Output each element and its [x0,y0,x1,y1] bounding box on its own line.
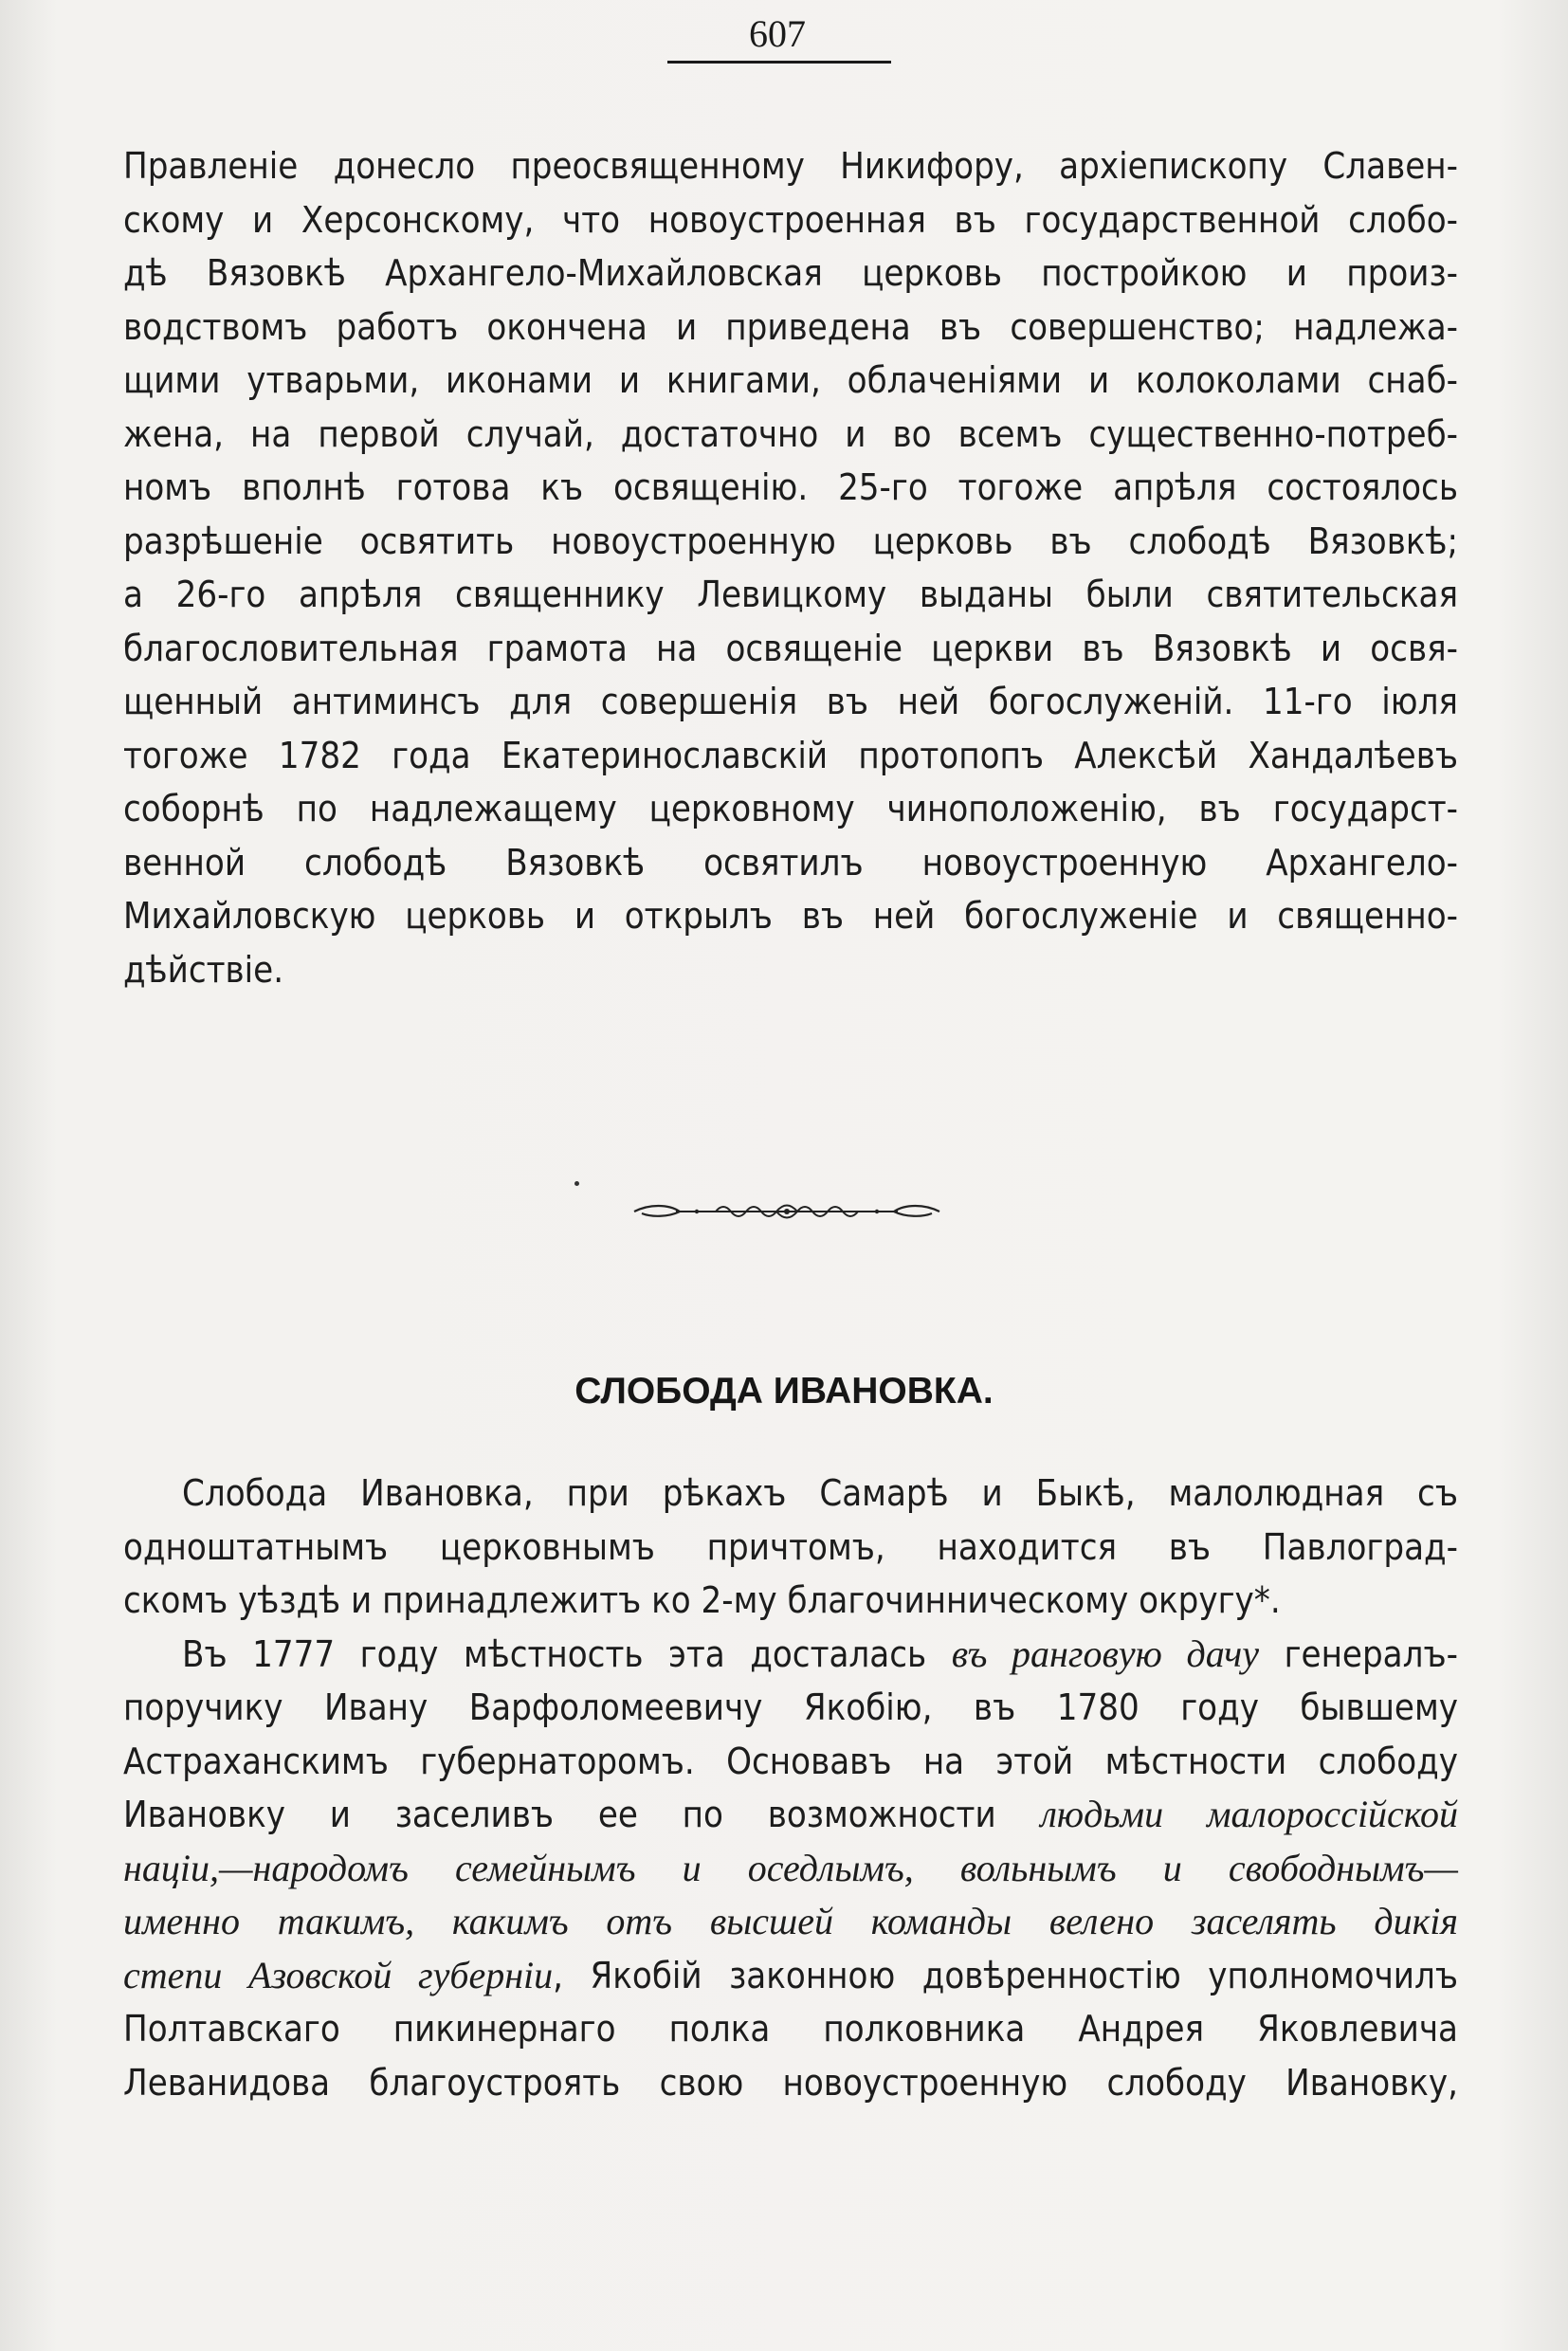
body-line [123,1788,1458,1842]
text-run: , Якобій законною довѣренностію уполномочилъ [553,1954,1459,1996]
body-line [123,1949,1458,2003]
intro-line: соборнѣ по надлежащему церковному чиноположенію, въ государст- [123,788,1458,829]
ornament-divider [630,1196,943,1225]
intro-line: дѣйствіе. [123,948,284,991]
intro-line: скому и Херсонскому, что новоустроенная въ государственной слобо- [123,198,1458,241]
body-line: Слобода Ивановка, при рѣкахъ Самарѣ и Быкѣ, малолюдная съ [182,1472,1458,1514]
intro-line: щими утварьми, иконами и книгами, облаченіями и колоколами снаб- [123,359,1458,401]
intro-line: щенный антиминсъ для совершенія въ ней богослуженій. 11-го іюля [123,681,1458,722]
intro-line: жена, на первой случай, достаточно и во всемъ существенно-потреб- [123,412,1458,455]
italic-run: людьми малороссійской [1040,1793,1458,1835]
intro-paragraph [123,139,1458,996]
body-line [123,1628,1458,1682]
italic-line: именно такимъ, какимъ отъ высшей команды велено заселять дикія [123,1900,1458,1942]
italic-run: степи Азовской губерніи [123,1953,554,1996]
text-run: Въ 1777 году мѣстность эта досталась [182,1632,927,1675]
intro-line: разрѣшеніе освятить новоустроенную церковь въ слободѣ Вязовкѣ; [123,519,1458,562]
intro-line: Михайловскую церковь и открылъ въ ней богослуженіе и священно- [123,895,1458,937]
body-line: одноштатнымъ церковнымъ причтомъ, находится въ Павлоград- [123,1525,1458,1568]
body-line: поручику Ивану Варфоломеевичу Якобію, въ 1780 году бывшему [123,1686,1458,1728]
intro-line: венной слободѣ Вязовкѣ освятилъ новоустроенную Архангело- [123,841,1458,884]
intro-line: благословительная грамота на освященіе церкви въ Вязовкѣ и освя- [123,627,1458,669]
page-number: 607 [749,12,806,55]
intro-line: Правленіе донесло преосвященному Никифору, архіепископу Славен- [123,145,1458,187]
intro-line: водствомъ работъ окончена и приведена въ совершенство; надлежа- [123,305,1458,348]
intro-line: а 26-го апрѣля священнику Левицкому выданы были святительская [123,574,1458,615]
text-run: генералъ- [1284,1632,1458,1675]
intro-line: тогоже 1782 года Екатеринославскій протопопъ Алексѣй Хандалѣевъ [123,734,1458,776]
body-line: скомъ уѣздѣ и принадлежитъ ко 2-му благочинническому округу*. [123,1579,1281,1621]
print-speck [574,1181,579,1186]
body-line: Астраханскимъ губернаторомъ. Основавъ на этой мѣстности слободу [123,1740,1458,1782]
section-title: СЛОБОДА ИВАНОВКА. [574,1371,994,1412]
intro-line: дѣ Вязовкѣ Архангело-Михайловская церковь постройкою и произ- [123,252,1458,294]
body-line: Полтавскаго пикинернаго полка полковника Андрея Яковлевича [123,2008,1458,2050]
page-number-rule [667,61,891,64]
section-body [123,1467,1458,2109]
italic-line: націи,—народомъ семейнымъ и оседлымъ, вольнымъ и свободнымъ— [123,1846,1458,1889]
intro-line: номъ вполнѣ готова къ освященію. 25-го тогоже апрѣля состоялось [123,466,1458,508]
body-line: Леванидова благоустроять свою новоустроенную слободу Ивановку, [123,2061,1458,2104]
text-run: Ивановку и заселивъ ее по возможности [123,1794,996,1835]
italic-run: въ ранговую дачу [951,1631,1260,1675]
